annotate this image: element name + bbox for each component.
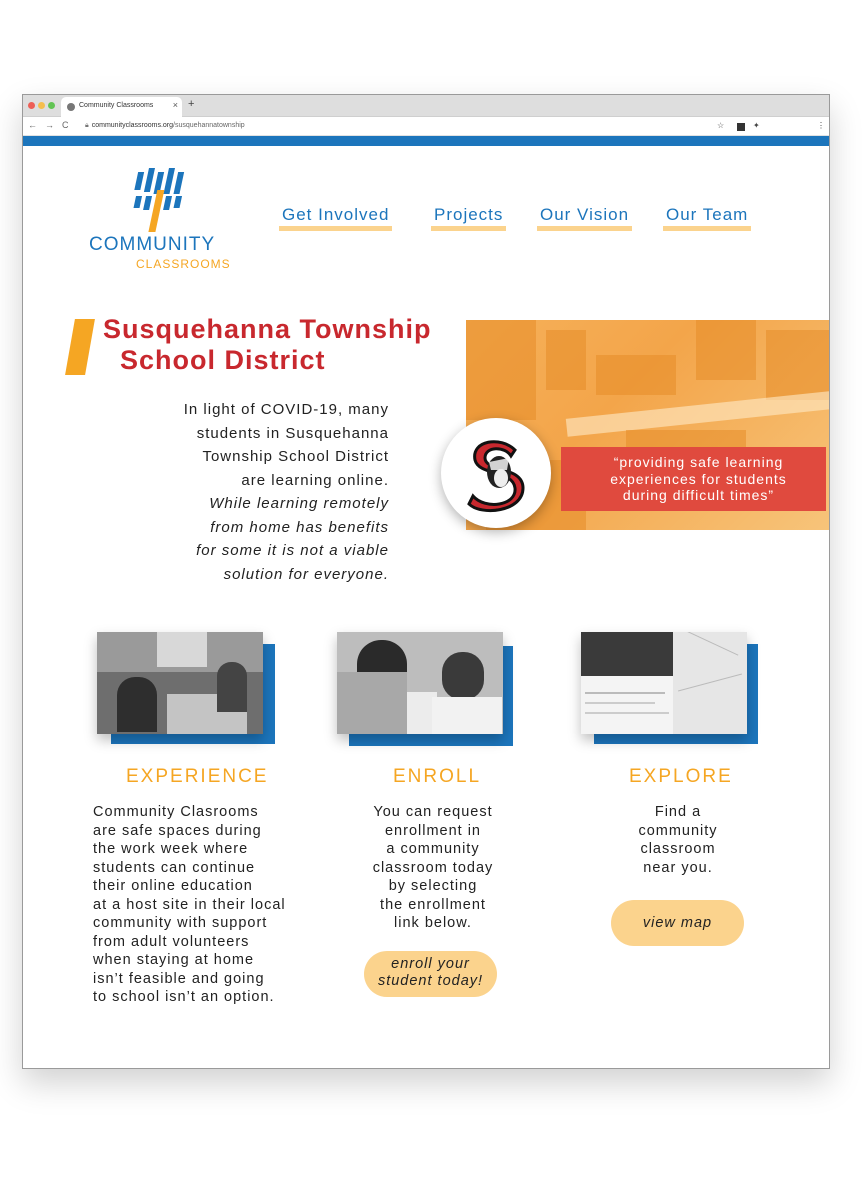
intro-line: students in Susquehanna [196,424,389,442]
card-experience-title: EXPERIENCE [126,766,269,787]
card-text-line: from adult volunteers [93,933,250,950]
card-text-line: by selecting [388,878,478,894]
maximize-window-button[interactable] [48,102,55,109]
card-experience-image [97,632,263,734]
card-text-line: students can continue [93,859,256,876]
quote-line: experiences for students [610,470,787,487]
quote-line: “providing safe learning [613,454,784,470]
tab-bar [23,95,829,117]
enroll-button-line: enroll your [391,956,470,972]
card-text-line: the enrollment [380,896,486,913]
nav-get-involved[interactable] [282,205,389,225]
card-text-line: to school isn’t an option. [93,989,275,1005]
card-text-line: community [638,822,718,839]
headline-accent-bar [65,319,95,375]
puzzle-icon[interactable]: ✦ [753,121,760,130]
favicon-icon [67,103,75,111]
nav-projects[interactable] [434,205,503,225]
card-text-line: Find a [654,804,702,820]
address-bar [23,117,829,136]
card-text-line: isn’t feasible and going [93,970,265,987]
star-icon[interactable]: ☆ [717,121,725,130]
enroll-button-line: student today! [377,973,484,989]
card-experience-text [93,803,286,1007]
intro-italic-line: for some it is not a viable [196,542,389,559]
intro-line: Township School District [202,448,389,465]
card-text-line: the work week where [93,841,249,857]
forward-icon[interactable]: → [45,120,54,130]
card-enroll-title: ENROLL [393,766,482,787]
page-title-line1: Susquehanna Township [103,314,432,344]
view-map-button[interactable] [611,900,744,946]
intro-italic-line: solution for everyone. [223,565,389,583]
card-enroll-image [337,632,503,734]
page-content [23,146,829,1069]
card-text-line: near you. [643,859,713,876]
intro-line: In light of COVID-19, many [183,401,389,418]
card-text-line: a community [386,841,480,857]
card-text-line: at a host site in their local [93,896,286,913]
extension-icon[interactable] [737,123,745,131]
new-tab-button[interactable]: + [188,98,195,110]
lock-icon: 🔒︎ [85,122,89,129]
logo-mark-icon [89,168,249,238]
nav-label: Our Vision [540,205,630,224]
card-text-line: link below. [394,915,472,931]
nav-underline [537,226,632,231]
card-explore-image [581,632,747,734]
browser-tab[interactable] [61,97,182,117]
logo-text-classrooms: CLASSROOMS [136,257,231,271]
nav-label: Our Team [666,205,749,224]
card-text-line: enrollment in [384,822,481,839]
nav-our-team[interactable] [666,205,748,225]
nav-our-vision[interactable] [540,205,629,225]
back-icon[interactable]: ← [28,120,37,130]
url-path: /susquehannatownship [173,122,245,129]
intro-text [129,398,389,586]
view-map-button-label: view map [642,915,713,931]
nav-underline [663,226,751,231]
intro-line: are learning online. [241,471,389,489]
quote-line: during difficult times” [622,487,775,503]
header-bar [23,136,829,146]
intro-italic-line: from home has benefits [210,518,389,536]
hero-quote [561,447,826,511]
nav-underline [431,226,506,231]
card-text-line: classroom today [372,859,494,876]
nav-label: Projects [434,205,504,224]
tab-title: Community Classrooms [79,102,154,109]
intro-italic-line: While learning remotely [209,495,389,512]
card-text-line: classroom [640,841,716,857]
card-text-line: community with support [93,915,268,931]
district-logo-icon [441,418,551,528]
reload-icon[interactable]: C [62,120,69,130]
card-text-line: when staying at home [93,952,255,968]
page-title-line2: School District [120,345,326,375]
card-explore-text [608,803,748,877]
minimize-window-button[interactable] [38,102,45,109]
logo-text-community: COMMUNITY [89,234,216,255]
district-badge [441,418,551,528]
menu-icon[interactable]: ⋮ [817,121,825,130]
url-domain: communityclassrooms.org [91,122,174,129]
browser-window [22,94,830,1069]
card-text-line: their online education [93,878,253,894]
card-text-line: You can request [373,804,493,820]
card-text-line: are safe spaces during [93,822,262,839]
url-field[interactable] [85,122,245,130]
card-explore-title: EXPLORE [629,766,733,787]
tab-close-icon[interactable]: × [172,100,178,110]
nav-underline [279,226,392,231]
enroll-button[interactable] [364,951,497,997]
logo[interactable] [89,168,249,278]
close-window-button[interactable] [28,102,35,109]
card-enroll-text [345,803,521,933]
nav-label: Get Involved [282,205,390,224]
card-text-line: Community Clasrooms [93,804,259,820]
